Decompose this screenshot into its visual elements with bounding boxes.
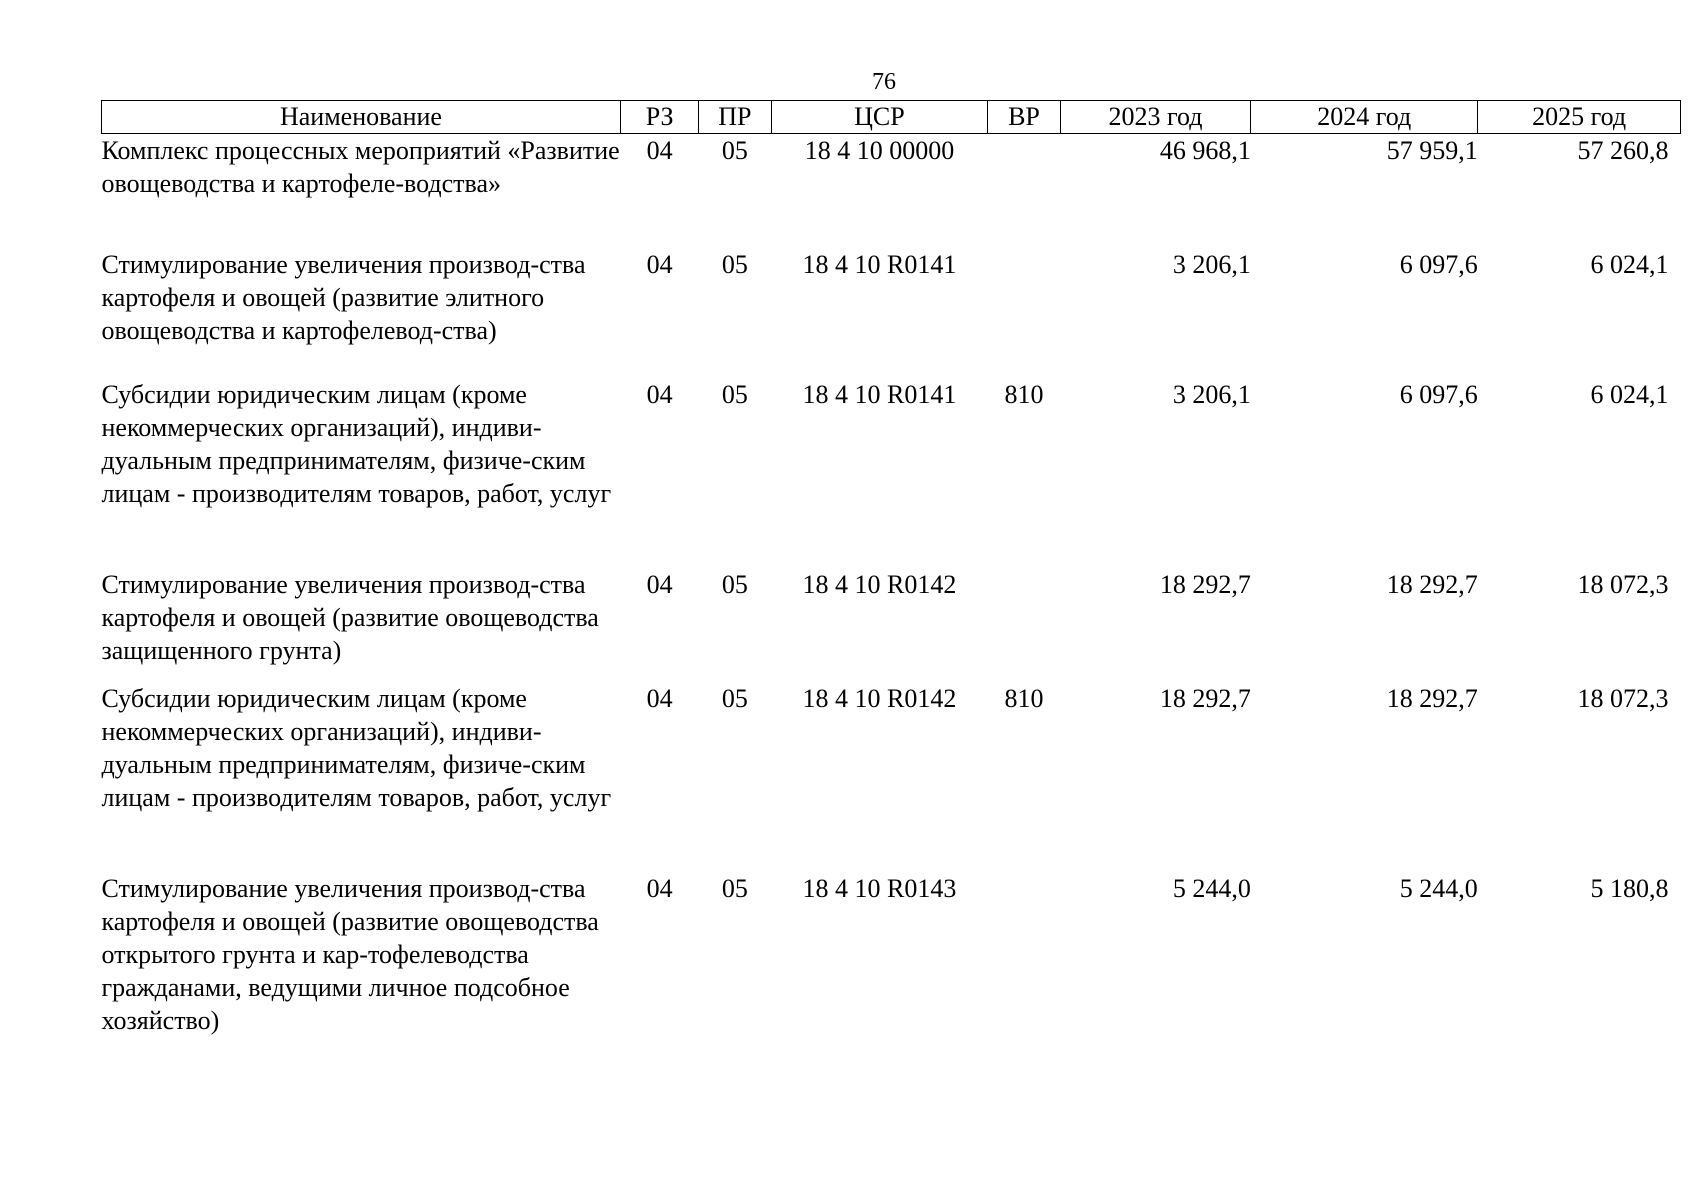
table-row	[102, 248, 1681, 378]
row-amount-2024: 6 097,6	[1399, 379, 1478, 409]
row-vr: 810	[1004, 683, 1044, 713]
header-2025: 2025 год	[1478, 101, 1681, 134]
table-row	[102, 682, 1681, 872]
row-pr: 05	[721, 683, 748, 713]
row-amount-2024: 5 244,0	[1399, 873, 1478, 903]
row-rz: 04	[646, 683, 673, 713]
row-pr: 05	[721, 569, 748, 599]
table-row	[102, 568, 1681, 682]
row-amount-2023: 18 292,7	[1159, 683, 1251, 713]
header-2023: 2023 год	[1060, 101, 1251, 134]
row-vr	[988, 872, 1060, 1042]
row-amount-2025: 18 072,3	[1577, 569, 1669, 599]
row-csr: 18 4 10 R0141	[802, 249, 957, 279]
header-2024: 2024 год	[1251, 101, 1478, 134]
row-pr: 05	[721, 249, 748, 279]
row-amount-2023: 5 244,0	[1172, 873, 1251, 903]
table-row	[102, 134, 1681, 248]
row-amount-2024: 18 292,7	[1386, 683, 1478, 713]
row-amount-2025: 6 024,1	[1590, 379, 1669, 409]
row-amount-2023: 3 206,1	[1172, 379, 1251, 409]
row-amount-2024: 57 959,1	[1386, 136, 1478, 165]
row-pr: 05	[721, 136, 748, 165]
row-name: Стимулирование увеличения производ-ства картофеля и овощей (развитие овощеводства открытого грунта и кар-тофелеводства гражданами, ведущими личное подсобное хозяйство)	[101, 873, 599, 1035]
row-pr: 05	[721, 379, 748, 409]
header-pr: ПР	[699, 101, 771, 134]
header-vr: ВР	[988, 101, 1060, 134]
row-vr	[988, 134, 1060, 248]
row-amount-2023: 18 292,7	[1159, 569, 1251, 599]
row-amount-2025: 18 072,3	[1577, 683, 1669, 713]
table-row	[102, 872, 1681, 1042]
row-rz: 04	[646, 136, 673, 165]
row-amount-2023: 46 968,1	[1159, 136, 1251, 165]
header-name: Наименование	[102, 101, 621, 134]
row-name: Субсидии юридическим лицам (кроме некоммерческих организаций), индиви-дуальным предпринимателям, физиче-ским лицам - производителям товаров, работ, услуг	[101, 683, 612, 812]
budget-table	[101, 100, 1681, 1042]
table-row	[102, 378, 1681, 568]
row-rz: 04	[646, 379, 673, 409]
row-csr: 18 4 10 R0142	[802, 569, 957, 599]
row-amount-2024: 18 292,7	[1386, 569, 1478, 599]
table-header	[102, 101, 1681, 134]
header-csr: ЦСР	[771, 101, 988, 134]
row-csr: 18 4 10 R0142	[802, 683, 957, 713]
page-number: 76	[872, 69, 896, 95]
row-pr: 05	[721, 873, 748, 903]
row-vr	[988, 568, 1060, 682]
row-vr	[988, 248, 1060, 378]
row-amount-2025: 5 180,8	[1590, 873, 1669, 903]
row-name: Субсидии юридическим лицам (кроме некоммерческих организаций), индиви-дуальным предпринимателям, физиче-ским лицам - производителям товаров, работ, услуг	[101, 379, 612, 508]
row-amount-2025: 57 260,8	[1577, 136, 1669, 165]
row-csr: 18 4 10 R0141	[802, 379, 957, 409]
row-csr: 18 4 10 R0143	[802, 873, 957, 903]
row-rz: 04	[646, 569, 673, 599]
row-name: Стимулирование увеличения производ-ства картофеля и овощей (развитие овощеводства защищенного грунта)	[101, 569, 599, 665]
row-rz: 04	[646, 873, 673, 903]
row-amount-2025: 6 024,1	[1590, 249, 1669, 279]
row-vr: 810	[1004, 379, 1044, 409]
row-csr: 18 4 10 00000	[804, 136, 955, 165]
row-rz: 04	[646, 249, 673, 279]
row-amount-2023: 3 206,1	[1172, 249, 1251, 279]
row-amount-2024: 6 097,6	[1399, 249, 1478, 279]
table-body	[102, 134, 1681, 1042]
row-name: Стимулирование увеличения производ-ства картофеля и овощей (развитие элитного овощеводства и картофелевод-ства)	[101, 249, 586, 345]
header-rz: РЗ	[620, 101, 698, 134]
row-name: Комплекс процессных мероприятий «Развитие овощеводства и картофеле-водства»	[101, 136, 620, 198]
